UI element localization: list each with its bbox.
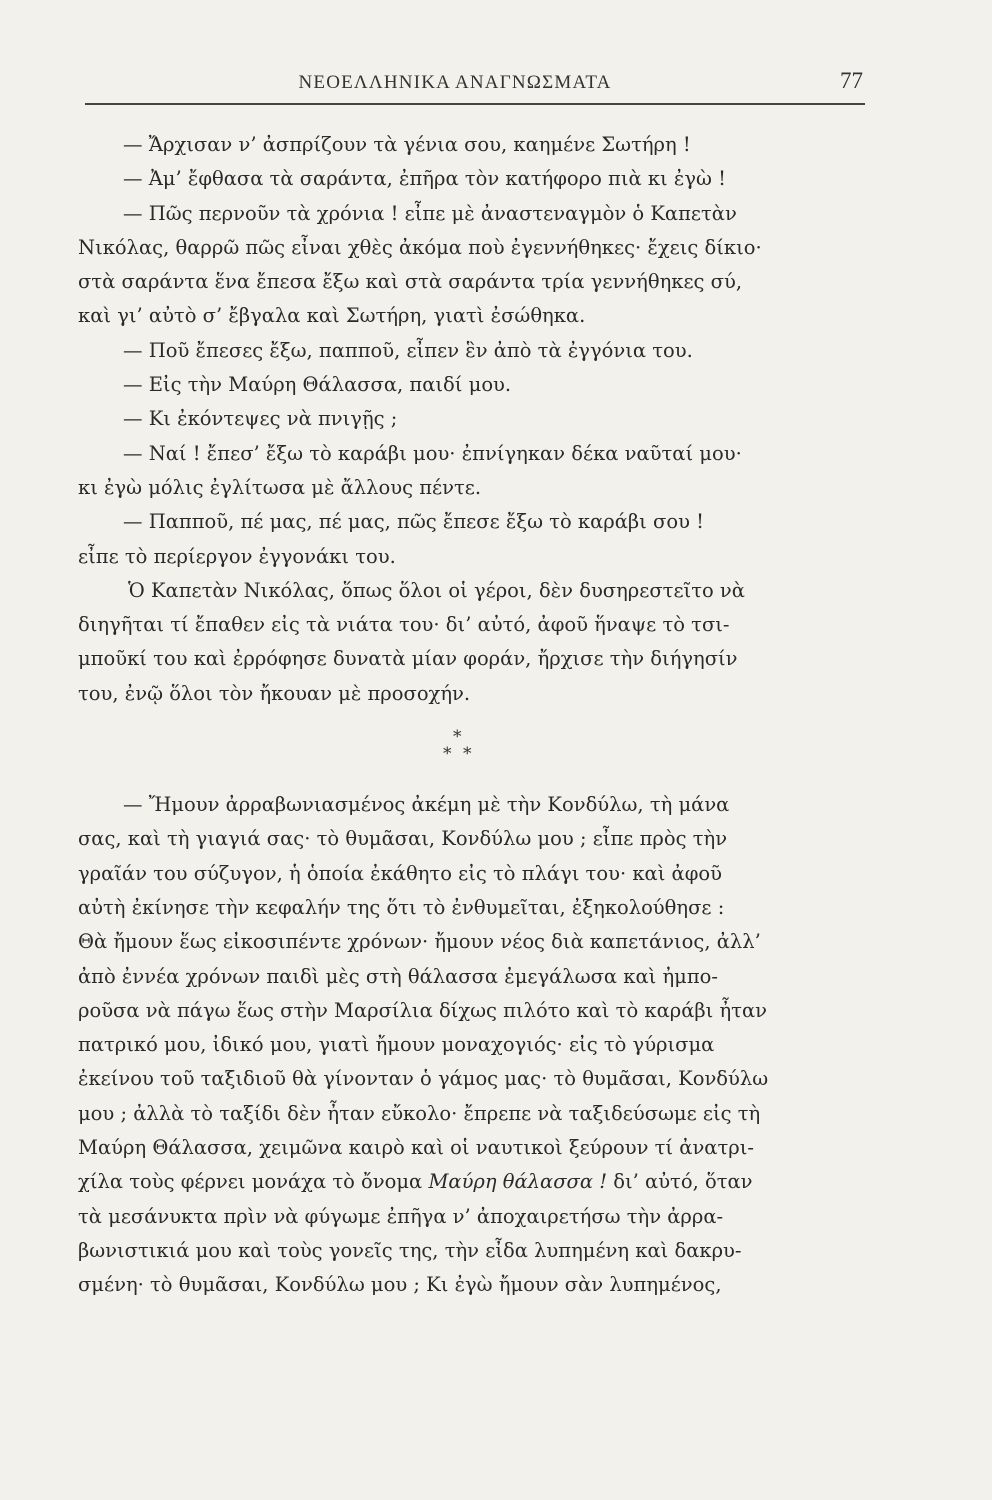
- text-segment: χίλα τοὺς φέρνει μονάχα τὸ ὄνομα: [78, 1170, 429, 1194]
- text-line: — Εἰς τὴν Μαύρη Θάλασσα, παιδί μου.: [123, 373, 512, 397]
- text-line: — Ποῦ ἔπεσες ἔξω, παπποῦ, εἶπεν ἓν ἀπὸ τὰ ἐγγόνια του.: [123, 338, 693, 362]
- text-line: — Ἤμουν ἀρραβωνιασμένος ἀκέμη μὲ τὴν Κονδύλω, τὴ μάνα: [123, 793, 730, 817]
- text-line: μου ; ἀλλὰ τὸ ταξίδι δὲν ἦταν εὔκολο· ἔπρεπε νὰ ταξιδεύσωμε εἰς τὴ: [78, 1101, 761, 1125]
- text-line: μποῦκί του καὶ ἐρρόφησε δυνατὰ μίαν φοράν, ἤρχισε τὴν διήγησίν: [78, 647, 738, 671]
- text-line: κι ἐγὼ μόλις ἐγλίτωσα μὲ ἄλλους πέντε.: [78, 475, 482, 499]
- asterisk: *: [463, 744, 472, 765]
- text-segment: δι’ αὐτό, ὅταν: [607, 1170, 753, 1194]
- text-line: [78, 1165, 878, 1199]
- text-line: — Κι ἐκόντεψες νὰ πνιγῇς ;: [123, 407, 398, 431]
- text-line: βωνιστικιά μου καὶ τοὺς γονεῖς της, τὴν εἶδα λυπημένη καὶ δακρυ-: [78, 1238, 742, 1262]
- text-line: — Ναί ! ἔπεσ’ ἔξω τὸ καράβι μου· ἐπνίγηκαν δέκα ναῦταί μου·: [123, 441, 742, 465]
- text-line: ἐκείνου τοῦ ταξιδιοῦ θὰ γίνονταν ὁ γάμος μας· τὸ θυμᾶσαι, Κονδύλω: [78, 1067, 769, 1091]
- header-rule: [85, 103, 865, 105]
- section-break-asterism: [78, 711, 878, 788]
- italic-phrase: Μαύρη θάλασσα !: [428, 1170, 608, 1194]
- asterisk: *: [453, 727, 462, 748]
- text-line: Νικόλας, θαρρῶ πῶς εἶναι χθὲς ἀκόμα ποὺ ἐγεννήθηκες· ἔχεις δίκιο·: [78, 235, 762, 259]
- text-line: εἶπε τὸ περίεργον ἐγγονάκι του.: [78, 544, 396, 568]
- text-line: σμένη· τὸ θυμᾶσαι, Κονδύλω μου ; Κι ἐγὼ ἤμουν σὰν λυπημένος,: [78, 1273, 722, 1297]
- text-line: — Παπποῦ, πέ μας, πέ μας, πῶς ἔπεσε ἔξω τὸ καράβι σου !: [123, 510, 704, 534]
- body-text: [78, 128, 878, 1303]
- text-line: του, ἐνῷ ὅλοι τὸν ἤκουαν μὲ προσοχήν.: [78, 681, 471, 705]
- text-line: πατρικό μου, ἰδικό μου, γιατὶ ἤμουν μοναχογιός· εἰς τὸ γύρισμα: [78, 1033, 715, 1057]
- text-line: σας, καὶ τὴ γιαγιά σας· τὸ θυμᾶσαι, Κονδύλω μου ; εἶπε πρὸς τὴν: [78, 827, 728, 851]
- text-line: Θὰ ἤμουν ἕως εἰκοσιπέντε χρόνων· ἤμουν νέος διὰ καπετάνιος, ἀλλ’: [78, 930, 761, 954]
- page-number: 77: [840, 68, 863, 93]
- running-title: ΝΕΟΕΛΛΗΝΙΚΑ ΑΝΑΓΝΩΣΜΑΤΑ: [298, 72, 612, 93]
- text-line: — Ἀμ’ ἔφθασα τὰ σαράντα, ἐπῆρα τὸν κατήφορο πιὰ κι ἐγὼ !: [123, 167, 726, 191]
- text-line: αὐτὴ ἐκίνησε τὴν κεφαλήν της ὅτι τὸ ἐνθυμεῖται, ἐξηκολούθησε :: [78, 895, 725, 919]
- text-line: ἀπὸ ἐννέα χρόνων παιδὶ μὲς στὴ θάλασσα ἐμεγάλωσα καὶ ἠμπο-: [78, 964, 718, 988]
- asterisk: *: [443, 744, 452, 765]
- running-header: [85, 66, 865, 102]
- text-line: ροῦσα νὰ πάγω ἕως στὴν Μαρσίλια δίχως πιλότο καὶ τὸ καράβι ἦταν: [78, 998, 767, 1022]
- text-line: — Πῶς περνοῦν τὰ χρόνια ! εἶπε μὲ ἀναστεναγμὸν ὁ Καπετὰν: [123, 201, 737, 225]
- text-line: στὰ σαράντα ἕνα ἔπεσα ἔξω καὶ στὰ σαράντα τρία γεννήθηκες σύ,: [78, 270, 743, 294]
- text-line: τὰ μεσάνυκτα πρὶν νὰ φύγωμε ἐπῆγα ν’ ἀποχαιρετήσω τὴν ἀρρα-: [78, 1204, 724, 1228]
- text-line: διηγῆται τί ἔπαθεν εἰς τὰ νιάτα του· δι’ αὐτό, ἀφοῦ ἥναψε τὸ τσι-: [78, 613, 730, 637]
- text-line: — Ἄρχισαν ν’ ἀσπρίζουν τὰ γένια σου, καημένε Σωτήρη !: [123, 133, 691, 156]
- text-line: Ὁ Καπετὰν Νικόλας, ὅπως ὅλοι οἱ γέροι, δὲν δυσηρεστεῖτο νὰ: [128, 578, 745, 602]
- text-line: γραῖάν του σύζυγον, ἡ ὁποία ἐκάθητο εἰς τὸ πλάγι του· καὶ ἀφοῦ: [78, 861, 722, 885]
- text-line: καὶ γι’ αὐτὸ σ’ ἔβγαλα καὶ Σωτήρη, γιατὶ ἐσώθηκα.: [78, 304, 586, 328]
- text-line: Μαύρη Θάλασσα, χειμῶνα καιρὸ καὶ οἱ ναυτικοὶ ξεύρουν τί ἀνατρι-: [78, 1136, 754, 1160]
